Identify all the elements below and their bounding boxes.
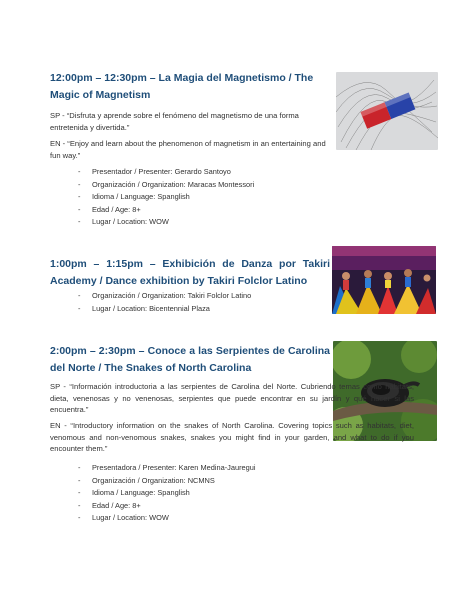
list-item: - Edad / Age: 8+ <box>78 500 141 510</box>
list-item: - Organización / Organization: Maracas Montessori <box>78 179 255 189</box>
list-item: - Organización / Organization: NCMNS <box>78 475 215 485</box>
event-title: 12:00pm – 12:30pm – La Magia del Magnetismo / The Magic of Magnetism <box>50 72 314 101</box>
event-title: 2:00pm – 2:30pm – Conoce a las Serpientes de Carolina del Norte / The Snakes of North Carolina <box>50 345 330 374</box>
list-item: - Edad / Age: 8+ <box>78 204 141 214</box>
list-item: - Lugar / Location: WOW <box>78 513 169 522</box>
list-item: - Idioma / Language: Spanglish <box>78 488 190 497</box>
list-item: - Presentadora / Presenter: Karen Medina-Jauregui <box>78 463 256 472</box>
list-item: - Lugar / Location: WOW <box>78 217 169 226</box>
list-item: - Lugar / Location: Bicentennial Plaza <box>78 303 210 313</box>
event-title: 1:00pm – 1:15pm – Exhibición de Danza por Takiri Academy / Dance exhibition by Takiri Folclor Latino <box>50 258 330 287</box>
event-details-list <box>78 166 255 229</box>
event-description-en: EN - “Introductory information on the snakes of North Carolina. Covering topics such as habitats, diet, venomous and non-venomous snakes, snakes you might find in your garden, and what to do if you encounter them.” <box>50 421 414 453</box>
event-description-en: EN - “Enjoy and learn about the phenomenon of magnetism in an entertaining and fun way.” <box>50 139 326 160</box>
list-item: - Idioma / Language: Spanglish <box>78 192 190 201</box>
event-description-es: SP - “Información introductoria a las serpientes de Carolina del Norte. Cubriendo temas como hábitats, dieta, venenosas y no venenosas, serpientes que puede encontrar en su jardín y qué hacer si las encuentra.” <box>50 382 414 414</box>
magnet-photo <box>336 72 438 150</box>
event-details-list <box>78 290 252 315</box>
dancers-photo <box>332 246 436 314</box>
list-item: - Organización / Organization: Takiri Folclor Latino <box>78 291 252 300</box>
event-details-list <box>78 462 256 525</box>
event-description-es: SP - “Disfruta y aprende sobre el fenómeno del magnetismo de una forma entretenida y divertida.” <box>50 111 299 132</box>
list-item: - Presentador / Presenter: Gerardo Santoyo <box>78 167 231 176</box>
